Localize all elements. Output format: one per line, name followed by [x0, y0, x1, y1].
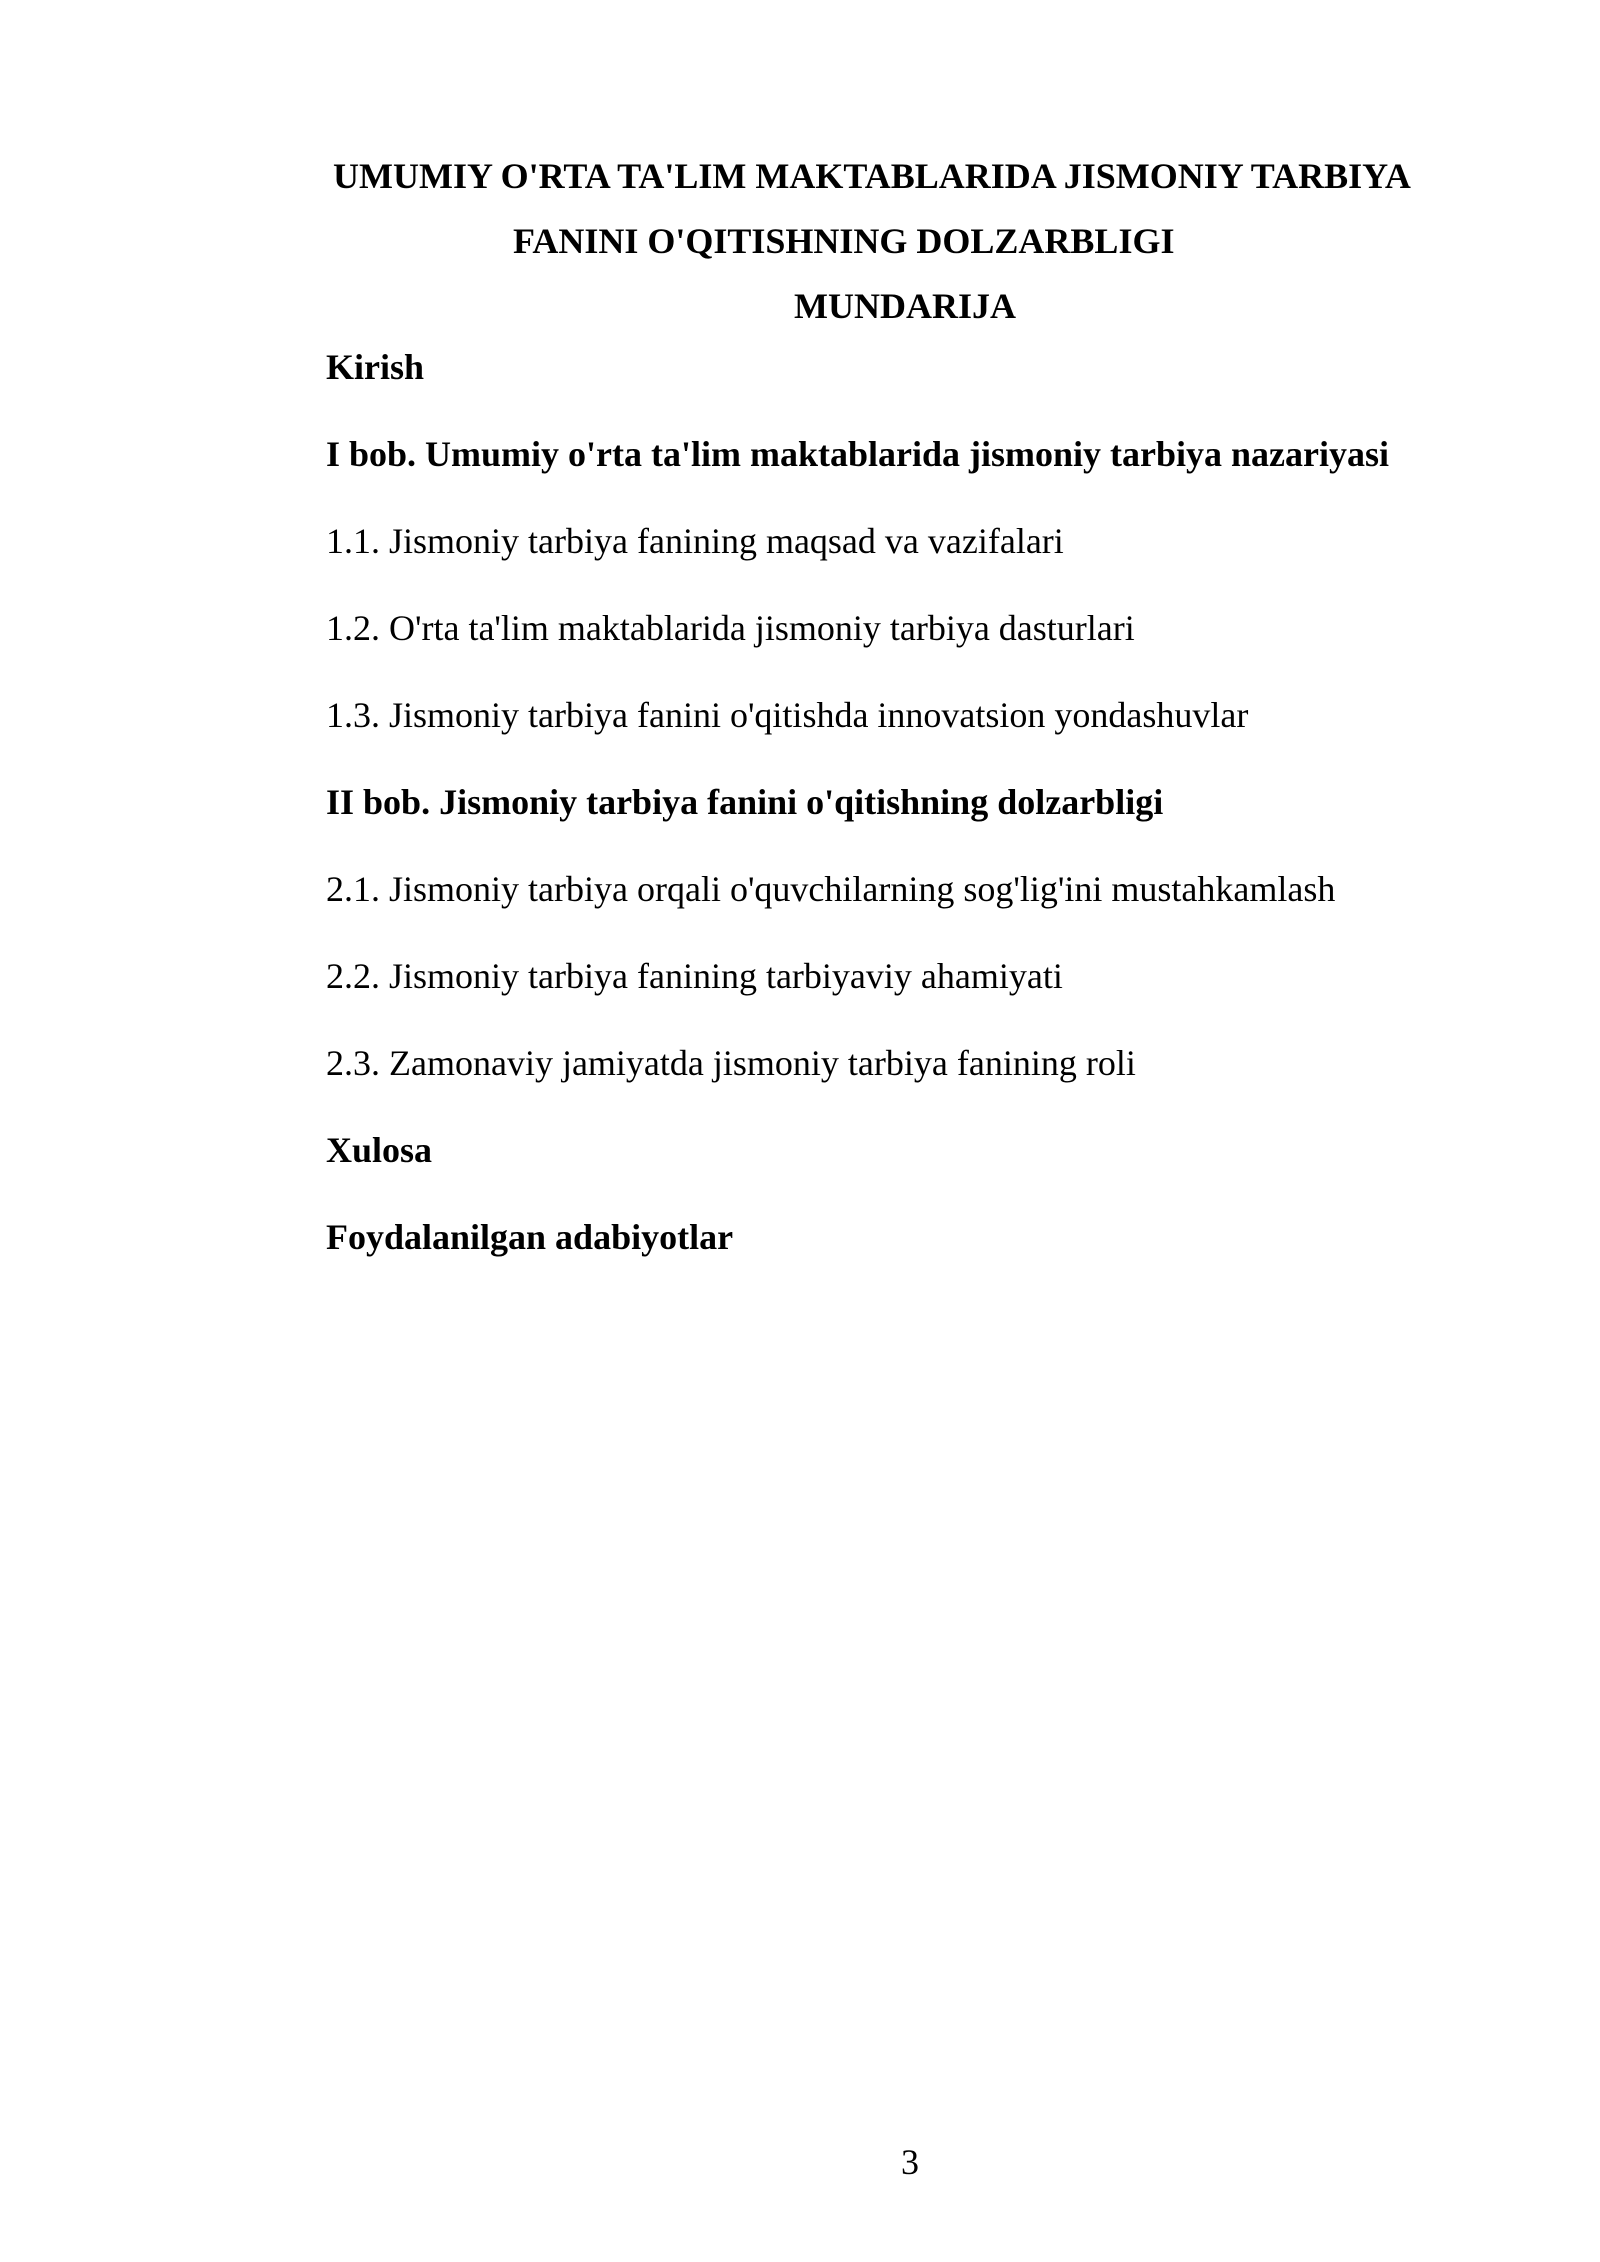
page-number: 3 — [901, 2142, 919, 2182]
toc-entry-chapter-1: I bob. Umumiy o'rta ta'lim maktablarida jismoniy tarbiya nazariyasi — [326, 434, 1390, 474]
toc-entry-chapter-2: II bob. Jismoniy tarbiya fanini o'qitishning dolzarbligi — [326, 782, 1164, 822]
toc-heading: MUNDARIJA — [794, 286, 1016, 326]
toc-entry-conclusion: Xulosa — [326, 1130, 433, 1170]
toc-entry-section-1-1: 1.1. Jismoniy tarbiya fanining maqsad va vazifalari — [326, 521, 1064, 561]
toc-entry-section-2-2: 2.2. Jismoniy tarbiya fanining tarbiyaviy ahamiyati — [326, 956, 1063, 996]
title-line-1: UMUMIY O'RTA TA'LIM MAKTABLARIDA JISMONIY TARBIYA — [333, 156, 1411, 196]
toc-entry-section-2-3: 2.3. Zamonaviy jamiyatda jismoniy tarbiya fanining roli — [326, 1043, 1136, 1083]
toc-entry-section-2-1: 2.1. Jismoniy tarbiya orqali o'quvchilarning sog'lig'ini mustahkamlash — [326, 869, 1336, 909]
toc-entry-section-1-2: 1.2. O'rta ta'lim maktablarida jismoniy tarbiya dasturlari — [326, 608, 1135, 648]
toc-entry-references: Foydalanilgan adabiyotlar — [326, 1217, 734, 1257]
toc-entry-introduction: Kirish — [326, 347, 425, 387]
table-of-contents — [326, 345, 1526, 1302]
toc-entry-section-1-3: 1.3. Jismoniy tarbiya fanini o'qitishda innovatsion yondashuvlar — [326, 695, 1249, 735]
title-line-2: FANINI O'QITISHNING DOLZARBLIGI — [513, 221, 1175, 261]
